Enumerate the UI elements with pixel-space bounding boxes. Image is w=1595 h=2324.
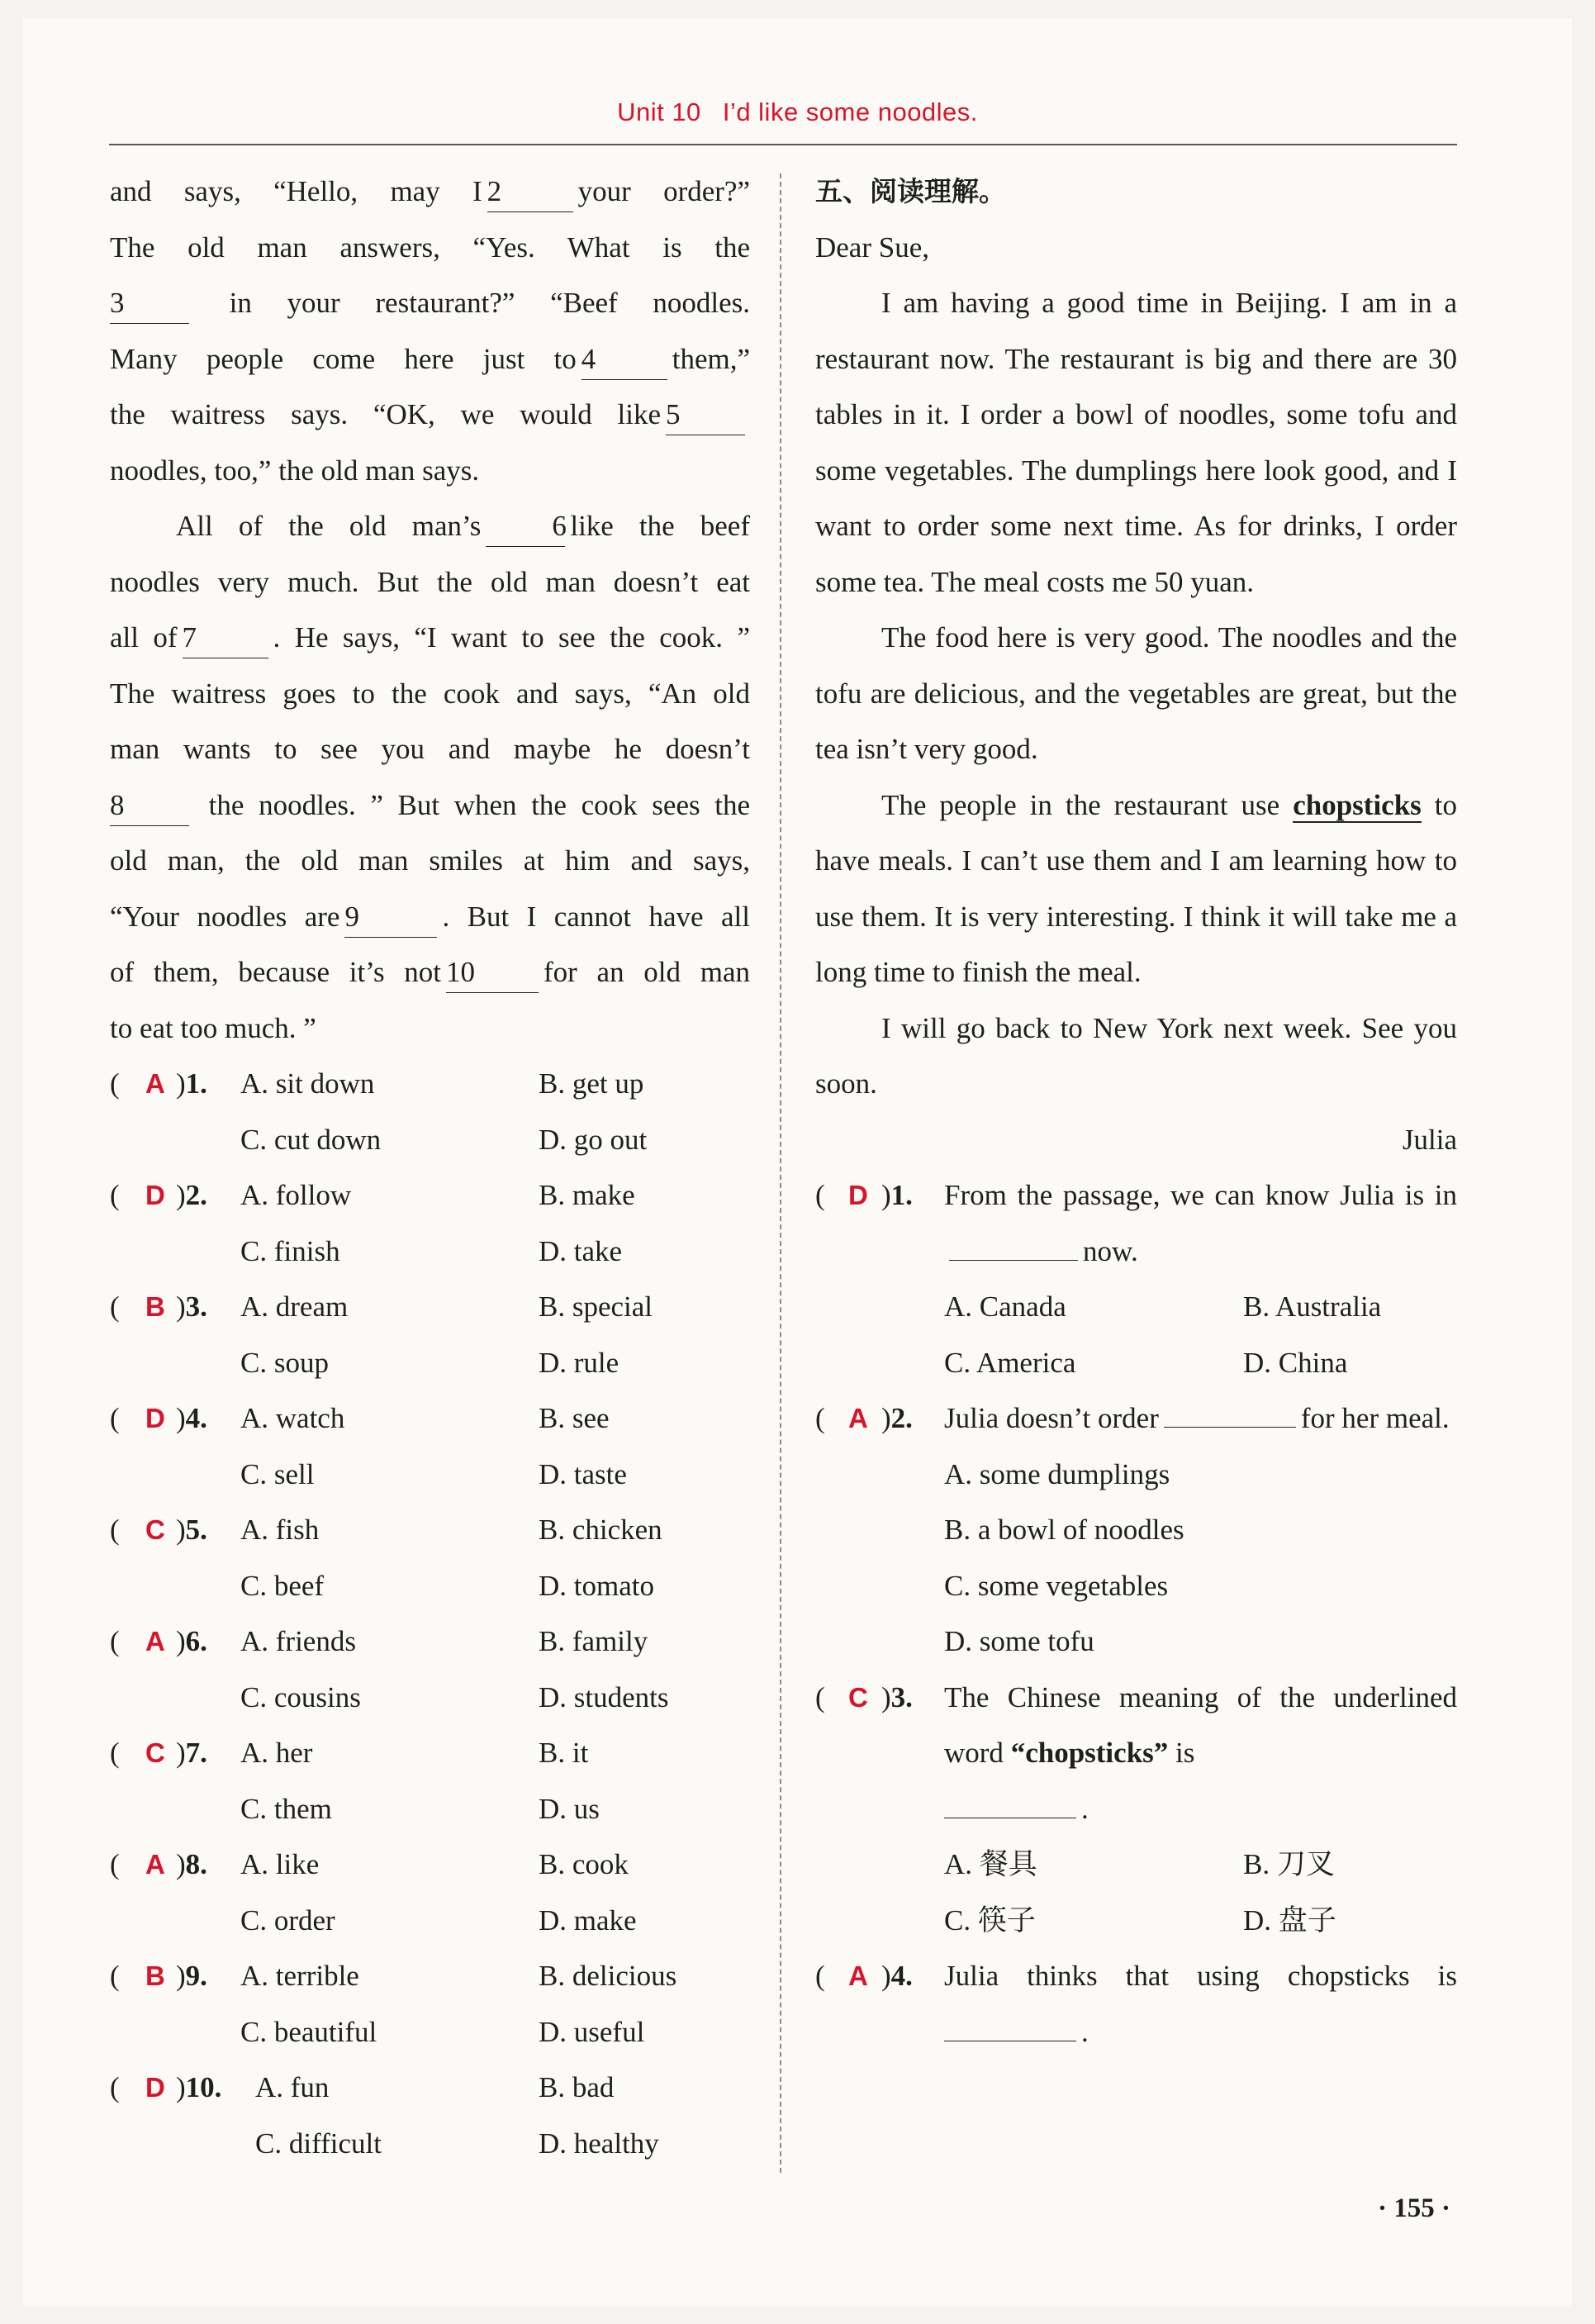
option-b: B. bad: [539, 2071, 615, 2103]
blank-7: 7: [183, 618, 268, 658]
option-a: A. some dumplings: [944, 1457, 1170, 1490]
column-divider: [780, 173, 781, 2173]
blank-2: 2: [487, 172, 573, 212]
underlined-word: chopsticks: [1293, 788, 1422, 821]
option-b: B. Australia: [1243, 1290, 1382, 1323]
passage-line: to eat too much. ”: [110, 1011, 316, 1044]
option-d: D. take: [539, 1234, 623, 1267]
option-d: D. us: [539, 1792, 600, 1825]
option-a: A. Canada: [944, 1290, 1066, 1323]
option-d: D. rule: [539, 1346, 619, 1379]
option-c: C. 筷子: [944, 1903, 1036, 1937]
cloze-question: ( A )1. A. sit down B. get up C. cut down D. go out: [110, 1056, 750, 1167]
question-stem: From the passage, we can know Julia is innow.: [944, 1179, 1457, 1267]
option-b: B. see: [539, 1402, 610, 1434]
reading-question: ( C )3. The Chinese meaning of the underlined word “chopsticks” is . A. 餐具 B. 刀叉 C. 筷子 D. 盘子: [815, 1670, 1457, 1949]
passage-line: “Your noodles are 9 . But I cannot have all: [110, 889, 750, 945]
option-b: B. family: [539, 1625, 648, 1657]
cloze-question: ( B )3. A. dream B. special C. soup D. rule: [110, 1279, 750, 1390]
passage-line: 3 in your restaurant?” “Beef noodles.: [110, 275, 750, 331]
option-c: C. difficult: [255, 2127, 382, 2160]
passage-line: the waitress says. “OK, we would like 5: [110, 387, 750, 443]
blank-5: 5: [666, 395, 745, 435]
header-rule: [109, 144, 1457, 145]
passage-line: noodles very much. But the old man doesn’t eat: [110, 565, 750, 598]
passage-line: old man, the old man smiles at him and says,: [110, 844, 750, 877]
reading-question: ( A )4. Julia thinks that using chopsticks is .: [815, 1948, 1457, 2060]
option-d: D. healthy: [539, 2127, 659, 2160]
unit-label: Unit 10: [617, 97, 701, 126]
option-b: B. delicious: [539, 1960, 677, 1992]
right-column: [815, 164, 1457, 2060]
option-a: A. fish: [240, 1514, 320, 1546]
option-c: C. America: [944, 1346, 1076, 1379]
option-a: A. terrible: [240, 1960, 359, 1992]
option-b: B. chicken: [539, 1514, 662, 1546]
answer-mark: D: [848, 1180, 868, 1210]
question-stem: Julia thinks that using chopsticks is: [944, 1960, 1457, 1992]
answer-mark: A: [145, 1626, 165, 1656]
option-d: D. make: [539, 1903, 637, 1937]
letter-greeting: Dear Sue,: [815, 230, 930, 264]
unit-title: I’d like some noodles.: [722, 97, 978, 126]
answer-mark: D: [145, 2072, 165, 2103]
letter-paragraph: The people in the restaurant use chopsticks to have meals. I can’t use them and I am learning how to use them. It is very interesting. I think it will take me a long time to finish the meal.: [815, 788, 1458, 988]
answer-mark: C: [848, 1681, 868, 1713]
cloze-question: ( D )10. A. fun B. bad C. difficult D. healthy: [110, 2060, 750, 2171]
answer-mark: A: [848, 1403, 868, 1433]
option-b: B. get up: [539, 1067, 644, 1100]
option-c: C. them: [240, 1792, 332, 1825]
blank-9: 9: [344, 897, 437, 938]
option-c: C. beef: [240, 1569, 325, 1602]
question-stem: The Chinese meaning of the underlined word “chopsticks” is .: [944, 1680, 1457, 1825]
option-b: B. special: [539, 1290, 653, 1323]
passage-line: 8 the noodles. ” But when the cook sees the: [110, 777, 750, 834]
page-number: · 155 ·: [1378, 2193, 1451, 2223]
question-stem: Julia doesn’t order for her meal.: [944, 1402, 1450, 1434]
passage-line: noodles, too,” the old man says.: [110, 454, 480, 487]
blank-3: 3: [110, 283, 189, 324]
passage-line: The waitress goes to the cook and says, “An old: [110, 677, 750, 710]
cloze-question: ( C )5. A. fish B. chicken C. beef D. tomato: [110, 1502, 750, 1613]
passage-line: all of 7 . He says, “I want to see the cook. ”: [110, 610, 750, 666]
letter-paragraph: I am having a good time in Beijing. I am in a restaurant now. The restaurant is big and there are 30 tables in it. I order a bowl of noodles, some tofu and some vegetables. The dumplings here look good, and I want to order some next time. As for drinks, I order some tea. The meal costs me 50 yuan.: [815, 287, 1457, 598]
left-column: [110, 164, 750, 2171]
blank-4: 4: [582, 340, 667, 380]
answer-mark: C: [145, 1737, 165, 1768]
answer-mark: B: [145, 1291, 165, 1322]
passage-line: of them, because it’s not 10 for an old man: [110, 944, 750, 1000]
answer-mark: D: [145, 1180, 165, 1210]
option-b: B. it: [539, 1737, 589, 1769]
option-d: D. some tofu: [944, 1625, 1094, 1657]
answer-mark: C: [145, 1514, 165, 1545]
option-a: A. watch: [240, 1402, 345, 1434]
passage-line: All of the old man’s 6 like the beef: [110, 498, 750, 554]
cloze-question: ( B )9. A. terrible B. delicious C. beautiful D. useful: [110, 1948, 750, 2060]
page-header: [0, 97, 1595, 127]
option-d: D. China: [1243, 1346, 1348, 1379]
option-c: C. some vegetables: [944, 1569, 1169, 1602]
letter-paragraph: The food here is very good. The noodles and the tofu are delicious, and the vegetables are great, but the tea isn’t very good.: [815, 621, 1457, 765]
answer-blank: .: [944, 2004, 1457, 2060]
option-d: D. students: [539, 1680, 669, 1713]
option-a: A. sit down: [240, 1067, 375, 1100]
section-title: 五、阅读理解。: [815, 175, 1006, 207]
option-c: C. cut down: [240, 1123, 382, 1156]
blank-8: 8: [110, 786, 189, 826]
reading-question: ( A )2. Julia doesn’t order for her meal. A. some dumplings B. a bowl of noodles C. some vegetables D. some tofu: [815, 1390, 1457, 1670]
option-c: C. cousins: [240, 1680, 361, 1713]
option-d: D. taste: [539, 1457, 627, 1490]
option-b: B. cook: [539, 1848, 629, 1880]
cloze-question: ( A )6. A. friends B. family C. cousins D. students: [110, 1613, 750, 1725]
reading-question: ( D )1. From the passage, we can know Julia is innow. A. Canada B. Australia C. America D. China: [815, 1167, 1457, 1390]
option-b: B. a bowl of noodles: [944, 1514, 1184, 1546]
answer-mark: A: [848, 1960, 868, 1991]
answer-mark: A: [145, 1849, 165, 1880]
option-a: A. dream: [240, 1290, 349, 1323]
passage-line: Many people come here just to 4 them,”: [110, 331, 750, 387]
option-d: D. tomato: [539, 1569, 654, 1602]
option-c: C. sell: [240, 1457, 315, 1490]
cloze-question: ( C )7. A. her B. it C. them D. us: [110, 1725, 750, 1837]
option-d: D. useful: [539, 2015, 645, 2048]
option-a: A. friends: [240, 1625, 356, 1657]
option-a: A. like: [240, 1848, 320, 1880]
option-b: B. 刀叉: [1243, 1848, 1335, 1880]
passage-line: man wants to see you and maybe he doesn’t: [110, 733, 750, 765]
blank-10: 10: [446, 953, 539, 993]
option-d: D. go out: [539, 1123, 648, 1156]
option-a: A. follow: [240, 1179, 352, 1211]
cloze-question: ( D )4. A. watch B. see C. sell D. taste: [110, 1390, 750, 1502]
letter-signature: Julia: [1402, 1123, 1457, 1156]
answer-mark: A: [145, 1068, 165, 1099]
option-c: C. soup: [240, 1346, 329, 1379]
option-d: D. 盘子: [1243, 1903, 1336, 1937]
letter-paragraph: I will go back to New York next week. See you soon.: [815, 1011, 1457, 1100]
answer-mark: B: [145, 1960, 165, 1991]
option-c: C. finish: [240, 1234, 340, 1267]
option-a: A. 餐具: [944, 1848, 1037, 1880]
blank-6: 6: [486, 506, 565, 547]
answer-mark: D: [145, 1403, 165, 1433]
passage-line: and says, “Hello, may I 2 your order?”: [110, 164, 750, 220]
cloze-question: ( A )8. A. like B. cook C. order D. make: [110, 1837, 750, 1948]
option-a: A. her: [240, 1737, 313, 1769]
option-b: B. make: [539, 1179, 635, 1211]
option-c: C. beautiful: [240, 2015, 377, 2048]
passage-line: The old man answers, “Yes. What is the: [110, 230, 750, 264]
cloze-question: ( D )2. A. follow B. make C. finish D. take: [110, 1167, 750, 1279]
option-a: A. fun: [255, 2071, 330, 2103]
option-c: C. order: [240, 1903, 335, 1937]
